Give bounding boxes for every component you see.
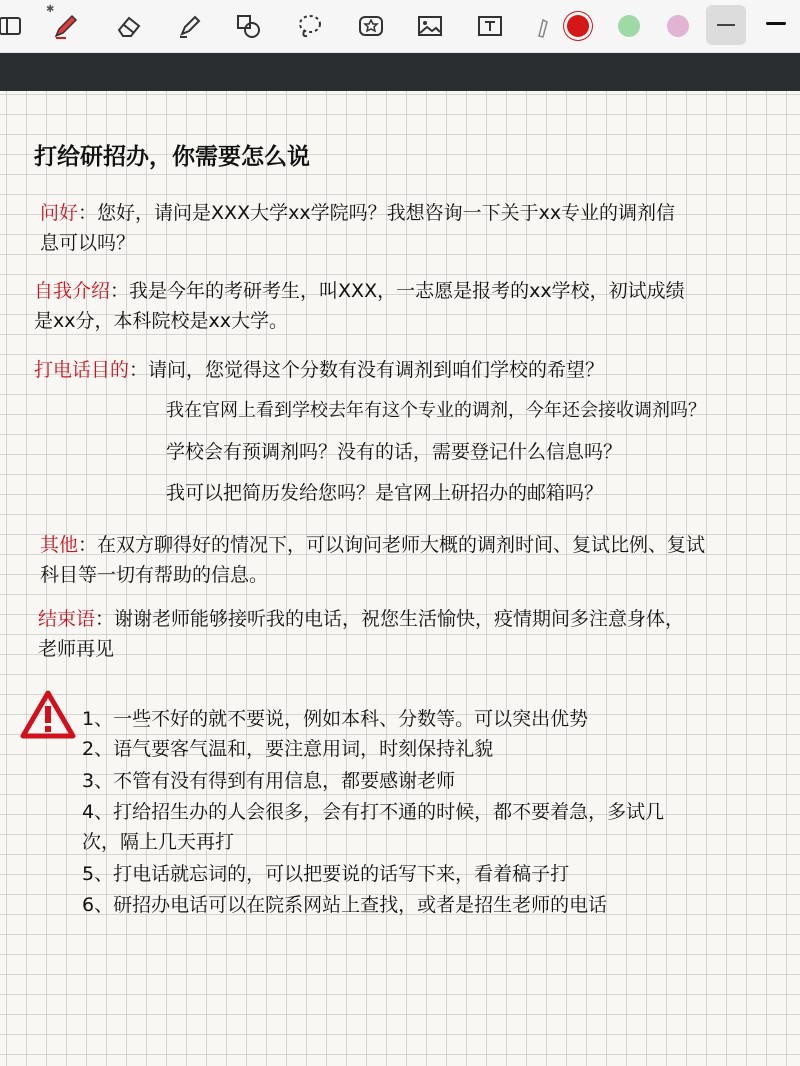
purpose-line-1 bbox=[34, 355, 604, 385]
document-header-bar bbox=[0, 53, 800, 91]
sidebar-toggle-icon[interactable] bbox=[0, 10, 26, 42]
closing-colon: ： bbox=[95, 608, 115, 630]
shapes-icon[interactable] bbox=[233, 10, 265, 42]
closing-line-1 bbox=[38, 604, 684, 634]
tip-5: 5、打电话就忘词的，可以把要说的话写下来，看着稿子打 bbox=[82, 863, 570, 885]
intro-text: 我是今年的考研考生，叫XXX，一志愿是报考的xx学校，初试成绩 bbox=[129, 280, 685, 302]
bluetooth-icon: ✱ bbox=[46, 4, 55, 15]
other-line-1 bbox=[40, 530, 705, 560]
page-title: 打给研招办，你需要怎么说 bbox=[34, 144, 310, 170]
other-label: 其他 bbox=[40, 534, 79, 556]
lasso-icon[interactable] bbox=[294, 10, 326, 42]
color-pink-swatch[interactable] bbox=[667, 15, 689, 37]
other-colon: ： bbox=[78, 534, 98, 556]
closing-line-2: 老师再见 bbox=[38, 638, 115, 660]
greeting-label: 问好 bbox=[40, 202, 79, 224]
purpose-colon: ： bbox=[129, 359, 149, 381]
warning-icon bbox=[20, 690, 76, 740]
purpose-question-3: 学校会有预调剂吗？没有的话，需要登记什么信息吗？ bbox=[166, 441, 623, 463]
greeting-colon: ： bbox=[78, 202, 98, 224]
sticker-icon[interactable] bbox=[355, 10, 387, 42]
pen-icon[interactable] bbox=[50, 10, 82, 42]
tip-3: 3、不管有没有得到有用信息，都要感谢老师 bbox=[82, 770, 456, 792]
purpose-label: 打电话目的 bbox=[34, 359, 130, 381]
other-text: 在双方聊得好的情况下，可以询问老师大概的调剂时间、复试比例、复试 bbox=[97, 534, 706, 556]
eraser-icon[interactable] bbox=[113, 10, 145, 42]
laser-pointer-icon[interactable] bbox=[527, 10, 559, 42]
closing-text: 谢谢老师能够接听我的电话，祝您生活愉快，疫情期间多注意身体， bbox=[114, 608, 685, 630]
greeting-text: 您好，请问是XXX大学xx学院吗？我想咨询一下关于xx专业的调剂信 bbox=[97, 202, 676, 224]
intro-line-2: 是xx分，本科院校是xx大学。 bbox=[34, 310, 288, 332]
tip-4-line-2: 次，隔上几天再打 bbox=[82, 831, 235, 853]
toolbar bbox=[0, 0, 800, 53]
purpose-question-2: 我在官网上看到学校去年有这个专业的调剂，今年还会接收调剂吗？ bbox=[166, 400, 706, 421]
other-line-2: 科目等一切有帮助的信息。 bbox=[40, 564, 269, 586]
intro-colon: ： bbox=[110, 280, 130, 302]
purpose-question-4: 我可以把简历发给您吗？是官网上研招办的邮箱吗？ bbox=[166, 482, 604, 504]
tip-4-line-1: 4、打给招生办的人会很多，会有打不通的时候，都不要着急，多试几 bbox=[82, 801, 665, 823]
highlighter-icon[interactable] bbox=[174, 10, 206, 42]
greeting-line-1 bbox=[40, 198, 675, 228]
greeting-line-2: 息可以吗？ bbox=[40, 232, 136, 254]
closing-label: 结束语 bbox=[38, 608, 96, 630]
text-icon[interactable] bbox=[474, 10, 506, 42]
purpose-question-1: 请问，您觉得这个分数有没有调剂到咱们学校的希望？ bbox=[148, 359, 605, 381]
intro-label: 自我介绍 bbox=[34, 280, 111, 302]
tip-2: 2、语气要客气温和，要注意用词，时刻保持礼貌 bbox=[82, 738, 494, 760]
tip-1: 1、一些不好的就不要说，例如本科、分数等。可以突出优势 bbox=[82, 708, 589, 730]
color-green-swatch[interactable] bbox=[618, 15, 640, 37]
color-red-swatch[interactable] bbox=[567, 15, 589, 37]
thick-line-icon[interactable] bbox=[766, 22, 786, 25]
intro-line-1 bbox=[34, 276, 685, 306]
tip-6: 6、研招办电话可以在院系网站上查找，或者是招生老师的电话 bbox=[82, 894, 608, 916]
thin-line-icon bbox=[717, 24, 735, 26]
image-icon[interactable] bbox=[414, 10, 446, 42]
